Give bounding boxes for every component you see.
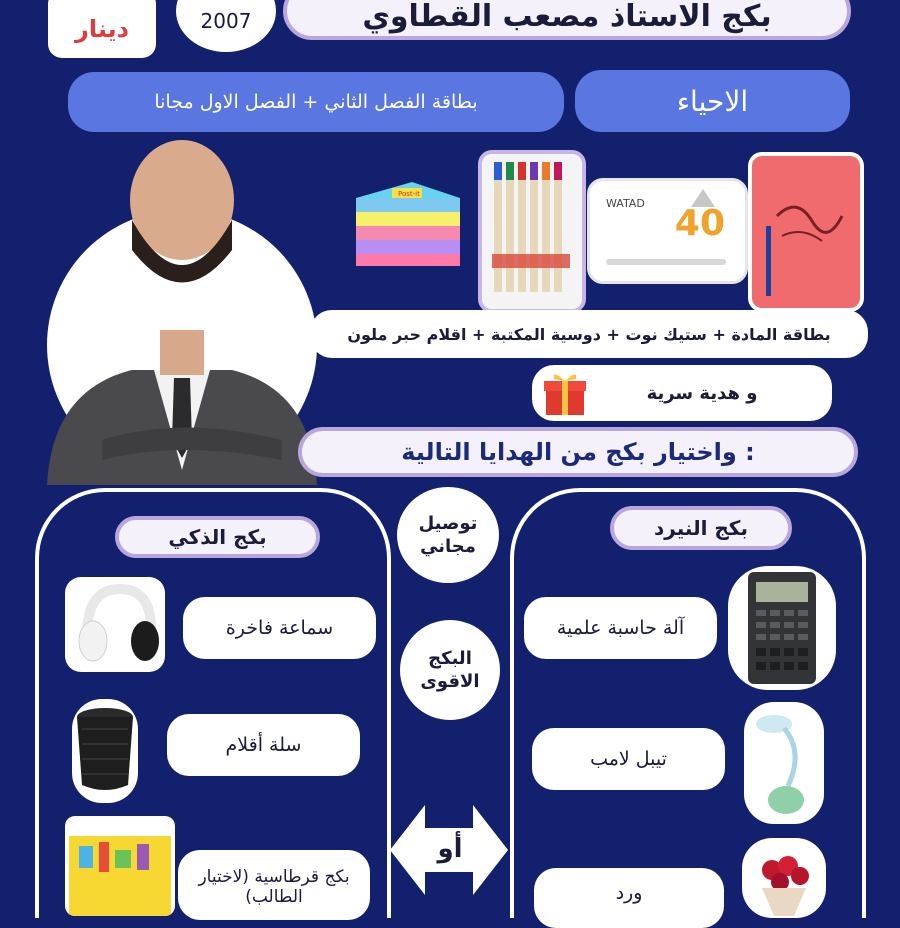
recharge-card-image [587,178,748,284]
postit-label: Post-it [398,190,420,198]
left-item-1 [183,597,376,659]
right-item-3 [534,868,724,928]
card-brand: WATAD [606,197,645,210]
left-package-title-text: بكج الذكي [168,525,267,549]
choose-package-banner [298,427,858,477]
postit-notes-image [352,178,464,270]
right-item-1-text: آلة حاسبة علمية [556,617,685,639]
right-package-title-text: بكج النيرد [654,516,748,540]
header-title: بكج الاستاذ مصعب القطاوي [362,0,772,34]
currency-text: دينار [75,15,129,43]
left-item-3 [178,850,370,920]
gift-icon [540,369,590,422]
choose-package-text: واختيار بكج من الهدايا التالية : [401,438,755,466]
stationery-icon [65,816,175,916]
right-item-2 [532,728,725,790]
free-delivery-badge [397,487,499,583]
right-item-1 [524,597,717,659]
left-item-2 [167,714,360,776]
header-title-banner [283,0,851,40]
currency-badge [48,0,156,58]
right-package-title [610,506,792,550]
study-booklet-image [748,152,864,312]
offer-text: بطاقة الفصل الثاني + الفصل الاول مجانا [154,91,478,113]
year-badge [176,0,276,52]
left-item-2-text: سلة أقلام [225,734,302,756]
left-package-title [115,516,320,558]
subject-pill [575,70,850,132]
free-delivery-text: توصيل مجاني [418,512,478,557]
secret-gift-pill [532,365,832,421]
desk-lamp-icon [744,702,824,824]
secret-gift-text: و هدية سرية [646,382,758,404]
strongest-package-badge [400,620,500,720]
subject-text: الاحياء [676,84,749,118]
right-item-3-text: ورد [615,882,643,904]
strongest-package-text: البكج الاقوى [420,647,480,692]
right-item-2-text: تيبل لامب [590,748,667,770]
card-value: 40 [674,203,725,244]
flowers-icon [742,838,826,918]
headphones-icon [65,577,165,672]
or-label: أو [437,834,463,864]
package-contents-pill [310,310,868,358]
year-text: 2007 [200,9,252,33]
calculator-icon [728,566,836,690]
colored-pens-image [478,150,586,313]
left-item-1-text: سماعة فاخرة [225,617,334,639]
pen-basket-icon [72,699,138,803]
offer-pill [68,72,564,132]
package-contents-text: بطاقة المادة + ستيك نوت + دوسية المكتبة + اقلام حبر ملون [347,324,831,344]
teacher-photo [42,140,320,485]
left-item-3-text: بكج قرطاسية (لاختيار الطالب) [198,867,350,907]
